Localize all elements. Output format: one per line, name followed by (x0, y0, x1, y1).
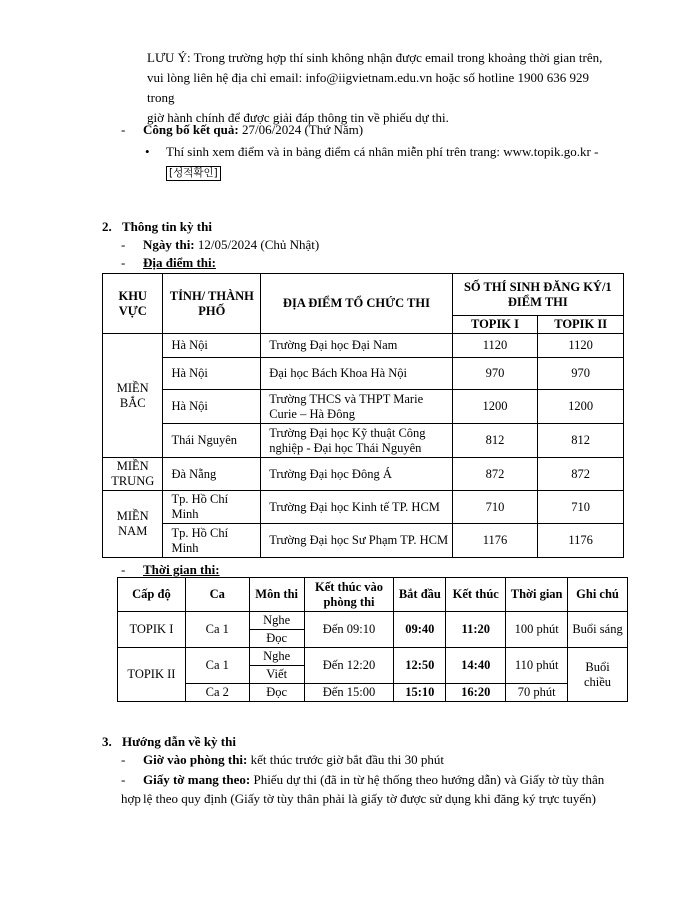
table-row (103, 390, 624, 424)
topik1-count: 710 (452, 491, 538, 524)
header-topik1: TOPIK I (452, 316, 538, 334)
header-room-close: Kết thúc vào phòng thi (304, 578, 394, 612)
subject-cell: Viết (249, 666, 304, 684)
schedule-table (117, 577, 628, 702)
note-paragraph (147, 48, 617, 128)
results-label: Công bố kết quả: (143, 122, 239, 137)
topik1-count: 1200 (452, 390, 538, 424)
date-label: Ngày thi: (143, 237, 195, 252)
results-date: 27/06/2024 (Thứ Năm) (241, 122, 364, 137)
note-line: giờ hành chính để được giải đáp thông tin về phiếu dự thi. (147, 110, 449, 125)
topik1-count: 872 (452, 458, 538, 491)
header-level: Cấp độ (118, 578, 186, 612)
guide-item-1 (121, 752, 444, 768)
table-row (103, 424, 624, 458)
table-row (103, 358, 624, 390)
dash-bullet: - (121, 122, 126, 137)
guide-label: Giấy tờ mang theo: (143, 772, 251, 787)
subject-cell: Đọc (249, 630, 304, 648)
guide-label: Giờ vào phòng thi: (143, 752, 248, 767)
header-region: KHU VỰC (103, 274, 163, 334)
table-row (103, 524, 624, 558)
date-value: 12/05/2024 (Chủ Nhật) (197, 237, 320, 252)
subject-cell: Nghe (249, 648, 304, 666)
province-cell: Hà Nội (163, 390, 261, 424)
header-start: Bắt đầu (394, 578, 446, 612)
venue-cell: Trường Đại học Kỹ thuật Công nghiệp - Đại học Thái Nguyên (261, 424, 452, 458)
note-cell: Buổi chiều (568, 648, 628, 702)
guide-text: Phiếu dự thi (đã in từ hệ thống theo hướng dẫn) và Giấy tờ tùy thân hợp (121, 772, 605, 806)
venue-cell: Trường Đại học Đông Á (261, 458, 452, 491)
section-number: 2. (102, 219, 112, 234)
dot-bullet: • (145, 144, 150, 159)
header-venue: ĐỊA ĐIỂM TỔ CHỨC THI (261, 274, 452, 334)
subject-cell: Nghe (249, 612, 304, 630)
start-cell: 12:50 (394, 648, 446, 684)
end-cell: 16:20 (446, 684, 506, 702)
venue-label: Địa điểm thi: (143, 255, 216, 270)
table-row (118, 684, 628, 702)
venue-cell: Trường Đại học Kinh tế TP. HCM (261, 491, 452, 524)
start-cell: 09:40 (394, 612, 446, 648)
results-bullet (145, 142, 598, 162)
topik1-count: 1176 (452, 524, 538, 558)
table-row (103, 458, 624, 491)
venue-label-line (121, 255, 216, 271)
venue-cell: Trường THCS và THPT Marie Curie – Hà Đông (261, 390, 452, 424)
topik2-count: 872 (538, 458, 624, 491)
session-cell: Ca 1 (185, 612, 249, 648)
note-line: LƯU Ý: Trong trường hợp thí sinh không nhận được email trong khoảng thời gian trên, (147, 50, 603, 65)
header-count: SỐ THÍ SINH ĐĂNG KÝ/1 ĐIỂM THI (452, 274, 623, 316)
session-cell: Ca 1 (185, 648, 249, 684)
topik1-count: 970 (452, 358, 538, 390)
province-cell: Hà Nội (163, 358, 261, 390)
time-label: Thời gian thi: (143, 562, 220, 577)
topik1-count: 1120 (452, 334, 538, 358)
topik2-count: 1120 (538, 334, 624, 358)
topik2-count: 1200 (538, 390, 624, 424)
header-topik2: TOPIK II (538, 316, 624, 334)
results-link-text[interactable]: [성적확인] (166, 166, 221, 181)
table-row (118, 612, 628, 630)
guide-item-2-continued (143, 789, 596, 808)
duration-cell: 100 phút (506, 612, 568, 648)
guide-text: kết thúc trước giờ bắt đầu thi 30 phút (250, 752, 444, 767)
close-cell: Đến 09:10 (304, 612, 394, 648)
dash-bullet: - (121, 255, 126, 270)
results-bullet-text: Thí sinh xem điểm và in bảng điểm cá nhân miễn phí trên trang: www.topik.go.kr - (166, 144, 599, 159)
header-session: Ca (185, 578, 249, 612)
topik2-count: 970 (538, 358, 624, 390)
end-cell: 11:20 (446, 612, 506, 648)
subject-cell: Đọc (249, 684, 304, 702)
venue-cell: Trường Đại học Đại Nam (261, 334, 452, 358)
header-province: TỈNH/ THÀNH PHỐ (163, 274, 261, 334)
province-cell: Đà Nẵng (163, 458, 261, 491)
results-item (121, 122, 363, 138)
topik1-count: 812 (452, 424, 538, 458)
section-number: 3. (102, 734, 112, 749)
section-2-heading (102, 219, 212, 235)
venue-table (102, 273, 624, 558)
dash-bullet: - (121, 237, 126, 252)
section-title: Thông tin kỳ thi (122, 219, 212, 234)
header-duration: Thời gian (506, 578, 568, 612)
note-cell: Buổi sáng (568, 612, 628, 648)
guide-text: lệ theo quy định (Giấy tờ tùy thân phải là giấy tờ được sử dụng khi đăng ký trực tuyến) (143, 791, 596, 806)
province-cell: Hà Nội (163, 334, 261, 358)
table-row (103, 334, 624, 358)
province-cell: Tp. Hồ Chí Minh (163, 491, 261, 524)
province-cell: Thái Nguyên (163, 424, 261, 458)
level-cell: TOPIK II (118, 648, 186, 702)
topik2-count: 812 (538, 424, 624, 458)
level-cell: TOPIK I (118, 612, 186, 648)
venue-cell: Đại học Bách Khoa Hà Nội (261, 358, 452, 390)
header-subject: Môn thi (249, 578, 304, 612)
duration-cell: 70 phút (506, 684, 568, 702)
session-cell: Ca 2 (185, 684, 249, 702)
table-row (118, 648, 628, 666)
dash-bullet: - (121, 772, 126, 787)
header-note: Ghi chú (568, 578, 628, 612)
region-cell: MIỀN NAM (103, 491, 163, 558)
start-cell: 15:10 (394, 684, 446, 702)
close-cell: Đến 15:00 (304, 684, 394, 702)
close-cell: Đến 12:20 (304, 648, 394, 684)
time-label-line (121, 562, 220, 578)
section-title: Hướng dẫn về kỳ thi (122, 734, 236, 749)
region-cell: MIỀN BẮC (103, 334, 163, 458)
topik2-count: 710 (538, 491, 624, 524)
venue-cell: Trường Đại học Sư Phạm TP. HCM (261, 524, 452, 558)
region-cell: MIỀN TRUNG (103, 458, 163, 491)
section-3-heading (102, 734, 236, 750)
dash-bullet: - (121, 562, 126, 577)
results-link[interactable] (166, 164, 221, 181)
table-row (103, 491, 624, 524)
province-cell: Tp. Hồ Chí Minh (163, 524, 261, 558)
exam-date (121, 237, 319, 253)
end-cell: 14:40 (446, 648, 506, 684)
duration-cell: 110 phút (506, 648, 568, 684)
dash-bullet: - (121, 752, 126, 767)
topik2-count: 1176 (538, 524, 624, 558)
header-end: Kết thúc (446, 578, 506, 612)
note-line: vui lòng liên hệ địa chỉ email: info@iigvietnam.edu.vn hoặc số hotline 1900 636 929 trong (147, 70, 589, 105)
